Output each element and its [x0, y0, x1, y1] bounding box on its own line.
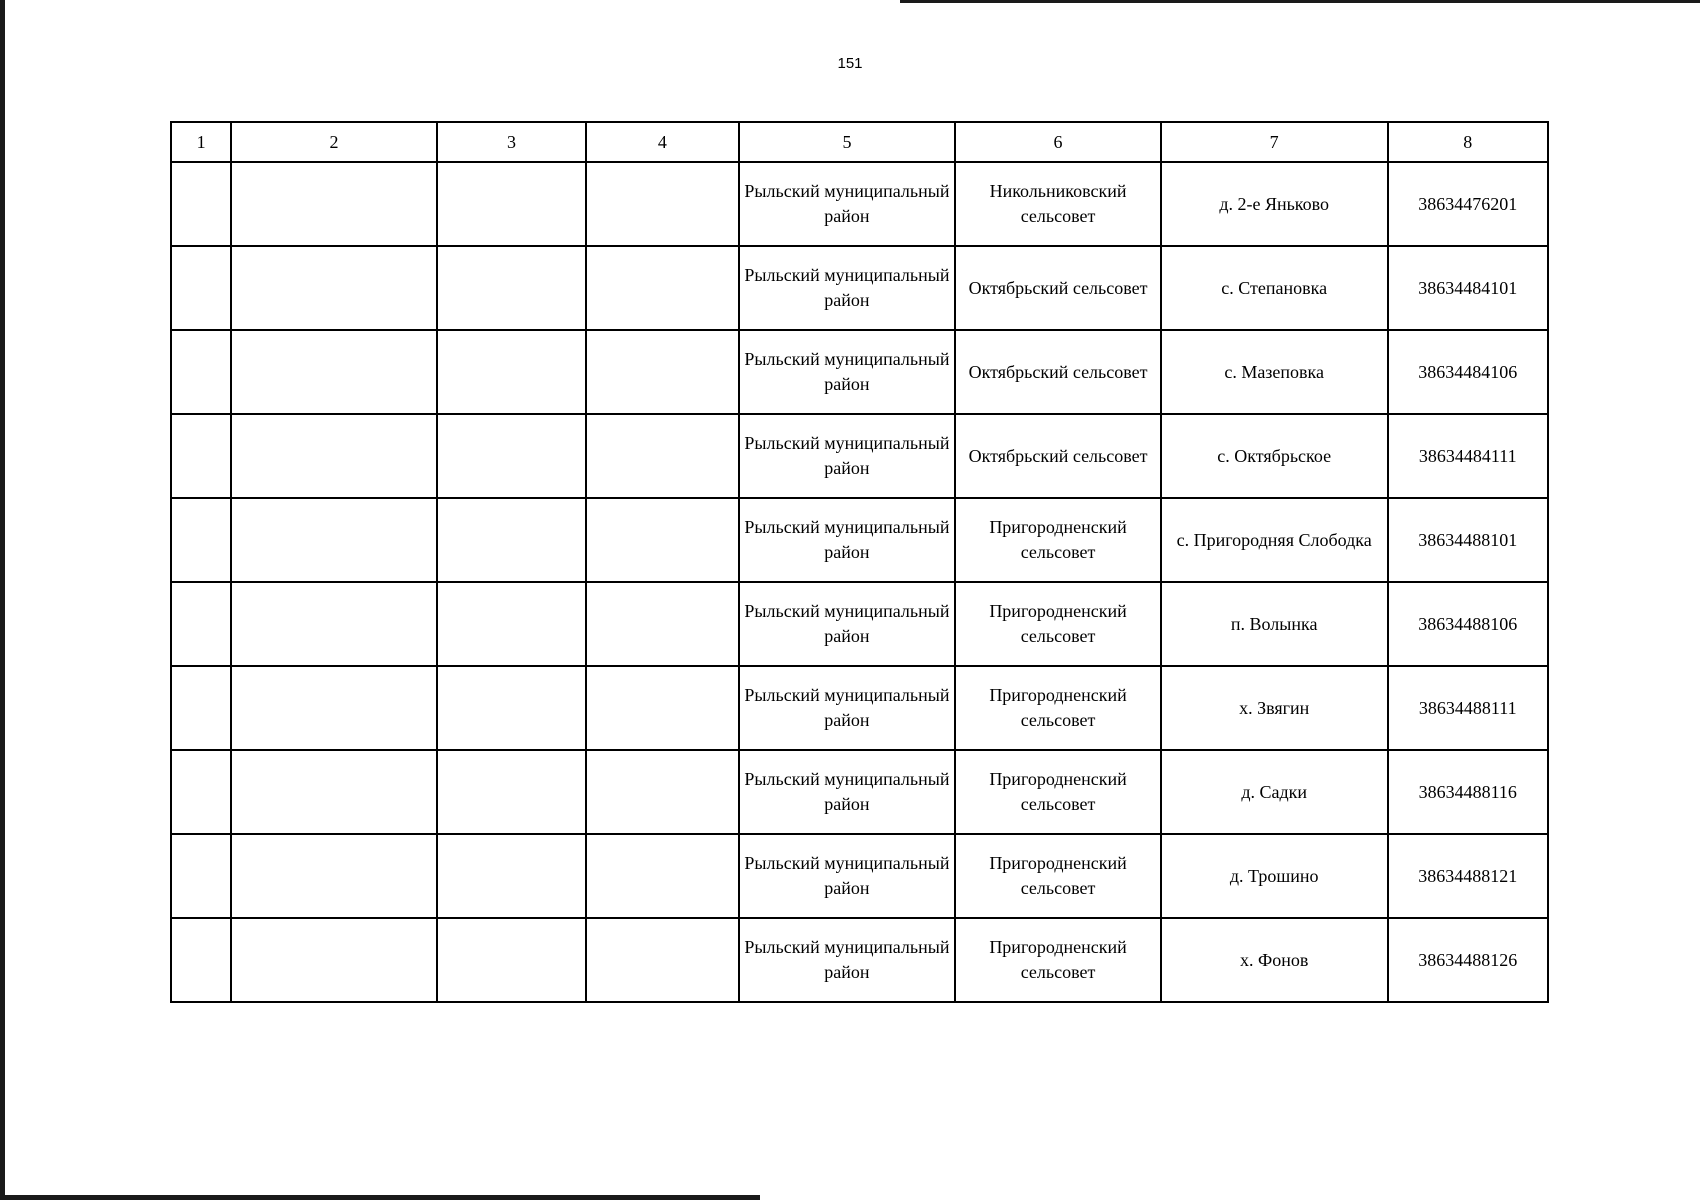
cell-settlement: п. Волынка	[1161, 582, 1388, 666]
cell-col-1	[171, 582, 231, 666]
cell-district: Рыльский муниципальный район	[739, 414, 956, 498]
cell-district: Рыльский муниципальный район	[739, 162, 956, 246]
cell-col-1	[171, 414, 231, 498]
cell-district: Рыльский муниципальный район	[739, 918, 956, 1002]
cell-col-4	[586, 834, 738, 918]
cell-col-2	[231, 162, 437, 246]
cell-district: Рыльский муниципальный район	[739, 750, 956, 834]
cell-col-1	[171, 330, 231, 414]
cell-settlement: с. Степановка	[1161, 246, 1388, 330]
cell-col-3	[437, 162, 586, 246]
table-row	[171, 162, 1548, 246]
cell-code: 38634488111	[1388, 666, 1549, 750]
scan-edge-left	[0, 0, 5, 1200]
cell-col-4	[586, 666, 738, 750]
table-row	[171, 414, 1548, 498]
column-header-5: 5	[739, 122, 956, 162]
cell-col-2	[231, 918, 437, 1002]
table-header	[171, 122, 1548, 162]
cell-district: Рыльский муниципальный район	[739, 582, 956, 666]
cell-col-1	[171, 834, 231, 918]
cell-council: Никольниковский сельсовет	[955, 162, 1161, 246]
cell-col-4	[586, 330, 738, 414]
cell-col-2	[231, 330, 437, 414]
cell-settlement: с. Мазеповка	[1161, 330, 1388, 414]
cell-council: Октябрьский сельсовет	[955, 330, 1161, 414]
cell-council: Пригородненский сельсовет	[955, 666, 1161, 750]
cell-code: 38634488101	[1388, 498, 1549, 582]
cell-col-1	[171, 750, 231, 834]
cell-col-2	[231, 834, 437, 918]
cell-settlement: д. 2-е Яньково	[1161, 162, 1388, 246]
page-number: 151	[837, 55, 863, 72]
column-header-8: 8	[1388, 122, 1549, 162]
cell-council: Октябрьский сельсовет	[955, 414, 1161, 498]
cell-district: Рыльский муниципальный район	[739, 246, 956, 330]
cell-code: 38634484101	[1388, 246, 1549, 330]
scan-edge-top	[900, 0, 1700, 3]
cell-col-2	[231, 246, 437, 330]
cell-council: Пригородненский сельсовет	[955, 750, 1161, 834]
table-row	[171, 666, 1548, 750]
cell-settlement: х. Фонов	[1161, 918, 1388, 1002]
cell-col-1	[171, 162, 231, 246]
cell-col-1	[171, 918, 231, 1002]
cell-col-3	[437, 498, 586, 582]
cell-district: Рыльский муниципальный район	[739, 834, 956, 918]
cell-col-3	[437, 414, 586, 498]
cell-col-4	[586, 582, 738, 666]
cell-settlement: с. Пригородняя Слободка	[1161, 498, 1388, 582]
table-row	[171, 246, 1548, 330]
table-row	[171, 330, 1548, 414]
table-row	[171, 498, 1548, 582]
cell-col-4	[586, 414, 738, 498]
cell-code: 38634488106	[1388, 582, 1549, 666]
table-row	[171, 582, 1548, 666]
cell-settlement: д. Садки	[1161, 750, 1388, 834]
cell-col-4	[586, 498, 738, 582]
cell-col-4	[586, 750, 738, 834]
cell-col-2	[231, 582, 437, 666]
cell-settlement: д. Трошино	[1161, 834, 1388, 918]
cell-settlement: с. Октябрьское	[1161, 414, 1388, 498]
cell-col-2	[231, 750, 437, 834]
cell-col-2	[231, 666, 437, 750]
cell-col-3	[437, 330, 586, 414]
cell-col-3	[437, 834, 586, 918]
scan-edge-bottom	[0, 1195, 760, 1200]
cell-code: 38634484111	[1388, 414, 1549, 498]
cell-council: Пригородненский сельсовет	[955, 498, 1161, 582]
table-row	[171, 750, 1548, 834]
column-header-6: 6	[955, 122, 1161, 162]
cell-col-2	[231, 414, 437, 498]
cell-col-3	[437, 918, 586, 1002]
cell-col-3	[437, 582, 586, 666]
cell-district: Рыльский муниципальный район	[739, 498, 956, 582]
cell-council: Октябрьский сельсовет	[955, 246, 1161, 330]
column-header-3: 3	[437, 122, 586, 162]
cell-council: Пригородненский сельсовет	[955, 918, 1161, 1002]
cell-col-3	[437, 666, 586, 750]
settlements-table	[170, 121, 1549, 1003]
cell-col-1	[171, 666, 231, 750]
cell-code: 38634476201	[1388, 162, 1549, 246]
cell-code: 38634484106	[1388, 330, 1549, 414]
table-row	[171, 834, 1548, 918]
table-body	[171, 162, 1548, 1002]
cell-col-4	[586, 246, 738, 330]
cell-code: 38634488121	[1388, 834, 1549, 918]
cell-district: Рыльский муниципальный район	[739, 330, 956, 414]
cell-col-3	[437, 246, 586, 330]
cell-code: 38634488126	[1388, 918, 1549, 1002]
cell-code: 38634488116	[1388, 750, 1549, 834]
cell-col-1	[171, 246, 231, 330]
cell-council: Пригородненский сельсовет	[955, 834, 1161, 918]
cell-col-4	[586, 918, 738, 1002]
cell-col-4	[586, 162, 738, 246]
column-header-4: 4	[586, 122, 738, 162]
column-header-2: 2	[231, 122, 437, 162]
cell-col-1	[171, 498, 231, 582]
column-header-7: 7	[1161, 122, 1388, 162]
cell-district: Рыльский муниципальный район	[739, 666, 956, 750]
cell-col-3	[437, 750, 586, 834]
cell-council: Пригородненский сельсовет	[955, 582, 1161, 666]
column-header-1: 1	[171, 122, 231, 162]
table-row	[171, 918, 1548, 1002]
cell-col-2	[231, 498, 437, 582]
cell-settlement: х. Звягин	[1161, 666, 1388, 750]
header-row	[171, 122, 1548, 162]
